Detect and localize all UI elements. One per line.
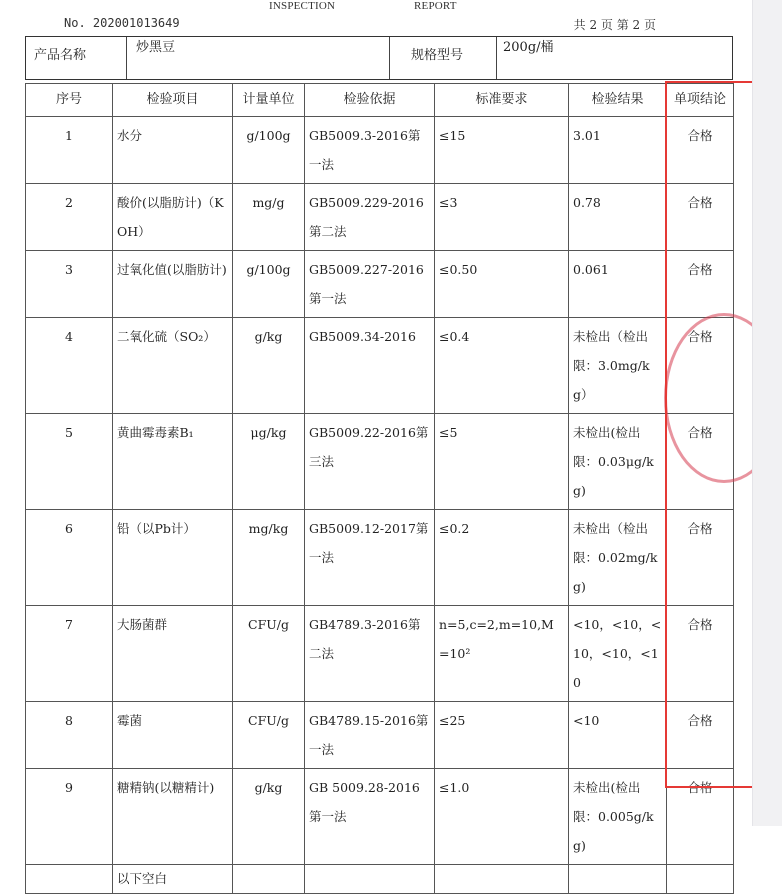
cell-unit: mg/kg xyxy=(233,510,305,606)
table-row-footer xyxy=(26,865,734,894)
cell-method: GB5009.12-2017第一法 xyxy=(305,510,435,606)
header-standard: 标准要求 xyxy=(435,84,569,117)
header-method: 检验依据 xyxy=(305,84,435,117)
cell-standard: ≤1.0 xyxy=(435,769,569,865)
spec-label: 规格型号 xyxy=(411,48,464,63)
cell-standard: ≤0.4 xyxy=(435,318,569,414)
table-row xyxy=(26,606,734,702)
cell-empty xyxy=(569,865,667,894)
header-conclusion: 单项结论 xyxy=(667,84,734,117)
table-row xyxy=(26,414,734,510)
cell-no: 5 xyxy=(26,414,113,510)
cell-result: 0.061 xyxy=(569,251,667,318)
table-row xyxy=(26,769,734,865)
product-name-value: 炒黑豆 xyxy=(136,40,176,55)
header-item: 检验项目 xyxy=(113,84,233,117)
cell-method: GB4789.3-2016第二法 xyxy=(305,606,435,702)
cell-result: 0.78 xyxy=(569,184,667,251)
report-number: No. 202001013649 xyxy=(64,16,180,30)
cell-standard: ≤3 xyxy=(435,184,569,251)
cell-item: 铅（以Pb计） xyxy=(113,510,233,606)
cell-standard: ≤5 xyxy=(435,414,569,510)
cell-unit: g/100g xyxy=(233,117,305,184)
cell-standard: ≤0.50 xyxy=(435,251,569,318)
table-header-row xyxy=(26,84,734,117)
cell-conclusion: 合格 xyxy=(667,510,734,606)
cell-no: 1 xyxy=(26,117,113,184)
header-result: 检验结果 xyxy=(569,84,667,117)
cell-conclusion: 合格 xyxy=(667,318,734,414)
cell-no: 2 xyxy=(26,184,113,251)
table-row xyxy=(26,702,734,769)
cell-method: GB4789.15-2016第一法 xyxy=(305,702,435,769)
cell-standard: n=5,c=2,m=10,M=10² xyxy=(435,606,569,702)
cell-item: 过氧化值(以脂肪计) xyxy=(113,251,233,318)
cell-standard: ≤25 xyxy=(435,702,569,769)
page-indicator: 共 2 页 第 2 页 xyxy=(573,18,656,32)
cell-unit: CFU/g xyxy=(233,606,305,702)
spec-value: 200g/桶 xyxy=(503,40,554,55)
cell-result: <10，<10，<10，<10，<10 xyxy=(569,606,667,702)
cell-conclusion: 合格 xyxy=(667,606,734,702)
cell-item: 霉菌 xyxy=(113,702,233,769)
cell-result: <10 xyxy=(569,702,667,769)
cell-no: 7 xyxy=(26,606,113,702)
cell-unit: mg/g xyxy=(233,184,305,251)
table-row xyxy=(26,510,734,606)
product-info-row xyxy=(25,36,733,80)
divider xyxy=(389,37,390,79)
cell-method: GB5009.34-2016 xyxy=(305,318,435,414)
cell-result: 未检出(检出限：0.005g/kg) xyxy=(569,769,667,865)
cell-unit: μg/kg xyxy=(233,414,305,510)
cell-method: GB 5009.28-2016第一法 xyxy=(305,769,435,865)
header-unit: 计量单位 xyxy=(233,84,305,117)
cell-result: 未检出（检出限：3.0mg/kg） xyxy=(569,318,667,414)
cell-standard: ≤0.2 xyxy=(435,510,569,606)
header-report: REPORT xyxy=(414,0,457,12)
table-row xyxy=(26,251,734,318)
header-no: 序号 xyxy=(26,84,113,117)
cell-result: 3.01 xyxy=(569,117,667,184)
cell-method: GB5009.3-2016第一法 xyxy=(305,117,435,184)
cell-empty xyxy=(26,865,113,894)
cell-conclusion: 合格 xyxy=(667,769,734,865)
cell-item: 水分 xyxy=(113,117,233,184)
cell-item: 糖精钠(以糖精计) xyxy=(113,769,233,865)
blank-below-note: 以下空白 xyxy=(113,865,233,894)
cell-conclusion: 合格 xyxy=(667,702,734,769)
table-row xyxy=(26,318,734,414)
cell-no: 4 xyxy=(26,318,113,414)
cell-no: 8 xyxy=(26,702,113,769)
cell-unit: g/kg xyxy=(233,318,305,414)
header-inspection: INSPECTION xyxy=(269,0,336,12)
cell-unit: g/100g xyxy=(233,251,305,318)
cell-item: 酸价(以脂肪计)（KOH） xyxy=(113,184,233,251)
cell-no: 3 xyxy=(26,251,113,318)
table-row xyxy=(26,184,734,251)
cell-conclusion: 合格 xyxy=(667,117,734,184)
cell-result: 未检出（检出限：0.02mg/kg) xyxy=(569,510,667,606)
cell-item: 黄曲霉毒素B₁ xyxy=(113,414,233,510)
table-row xyxy=(26,117,734,184)
viewer-side-panel xyxy=(752,0,782,826)
cell-conclusion: 合格 xyxy=(667,184,734,251)
cell-conclusion: 合格 xyxy=(667,414,734,510)
cell-empty xyxy=(305,865,435,894)
divider xyxy=(126,37,127,79)
divider xyxy=(496,37,497,79)
cell-unit: g/kg xyxy=(233,769,305,865)
cell-unit: CFU/g xyxy=(233,702,305,769)
cell-item: 二氧化硫（SO₂） xyxy=(113,318,233,414)
cell-result: 未检出(检出限：0.03μg/kg) xyxy=(569,414,667,510)
cell-no: 6 xyxy=(26,510,113,606)
cell-standard: ≤15 xyxy=(435,117,569,184)
cell-item: 大肠菌群 xyxy=(113,606,233,702)
cell-no: 9 xyxy=(26,769,113,865)
cell-empty xyxy=(233,865,305,894)
cell-conclusion: 合格 xyxy=(667,251,734,318)
cell-method: GB5009.227-2016第一法 xyxy=(305,251,435,318)
inspection-table xyxy=(25,83,734,894)
cell-method: GB5009.22-2016第三法 xyxy=(305,414,435,510)
product-name-label: 产品名称 xyxy=(34,48,87,63)
cell-empty xyxy=(435,865,569,894)
cell-method: GB5009.229-2016第二法 xyxy=(305,184,435,251)
cell-empty xyxy=(667,865,734,894)
